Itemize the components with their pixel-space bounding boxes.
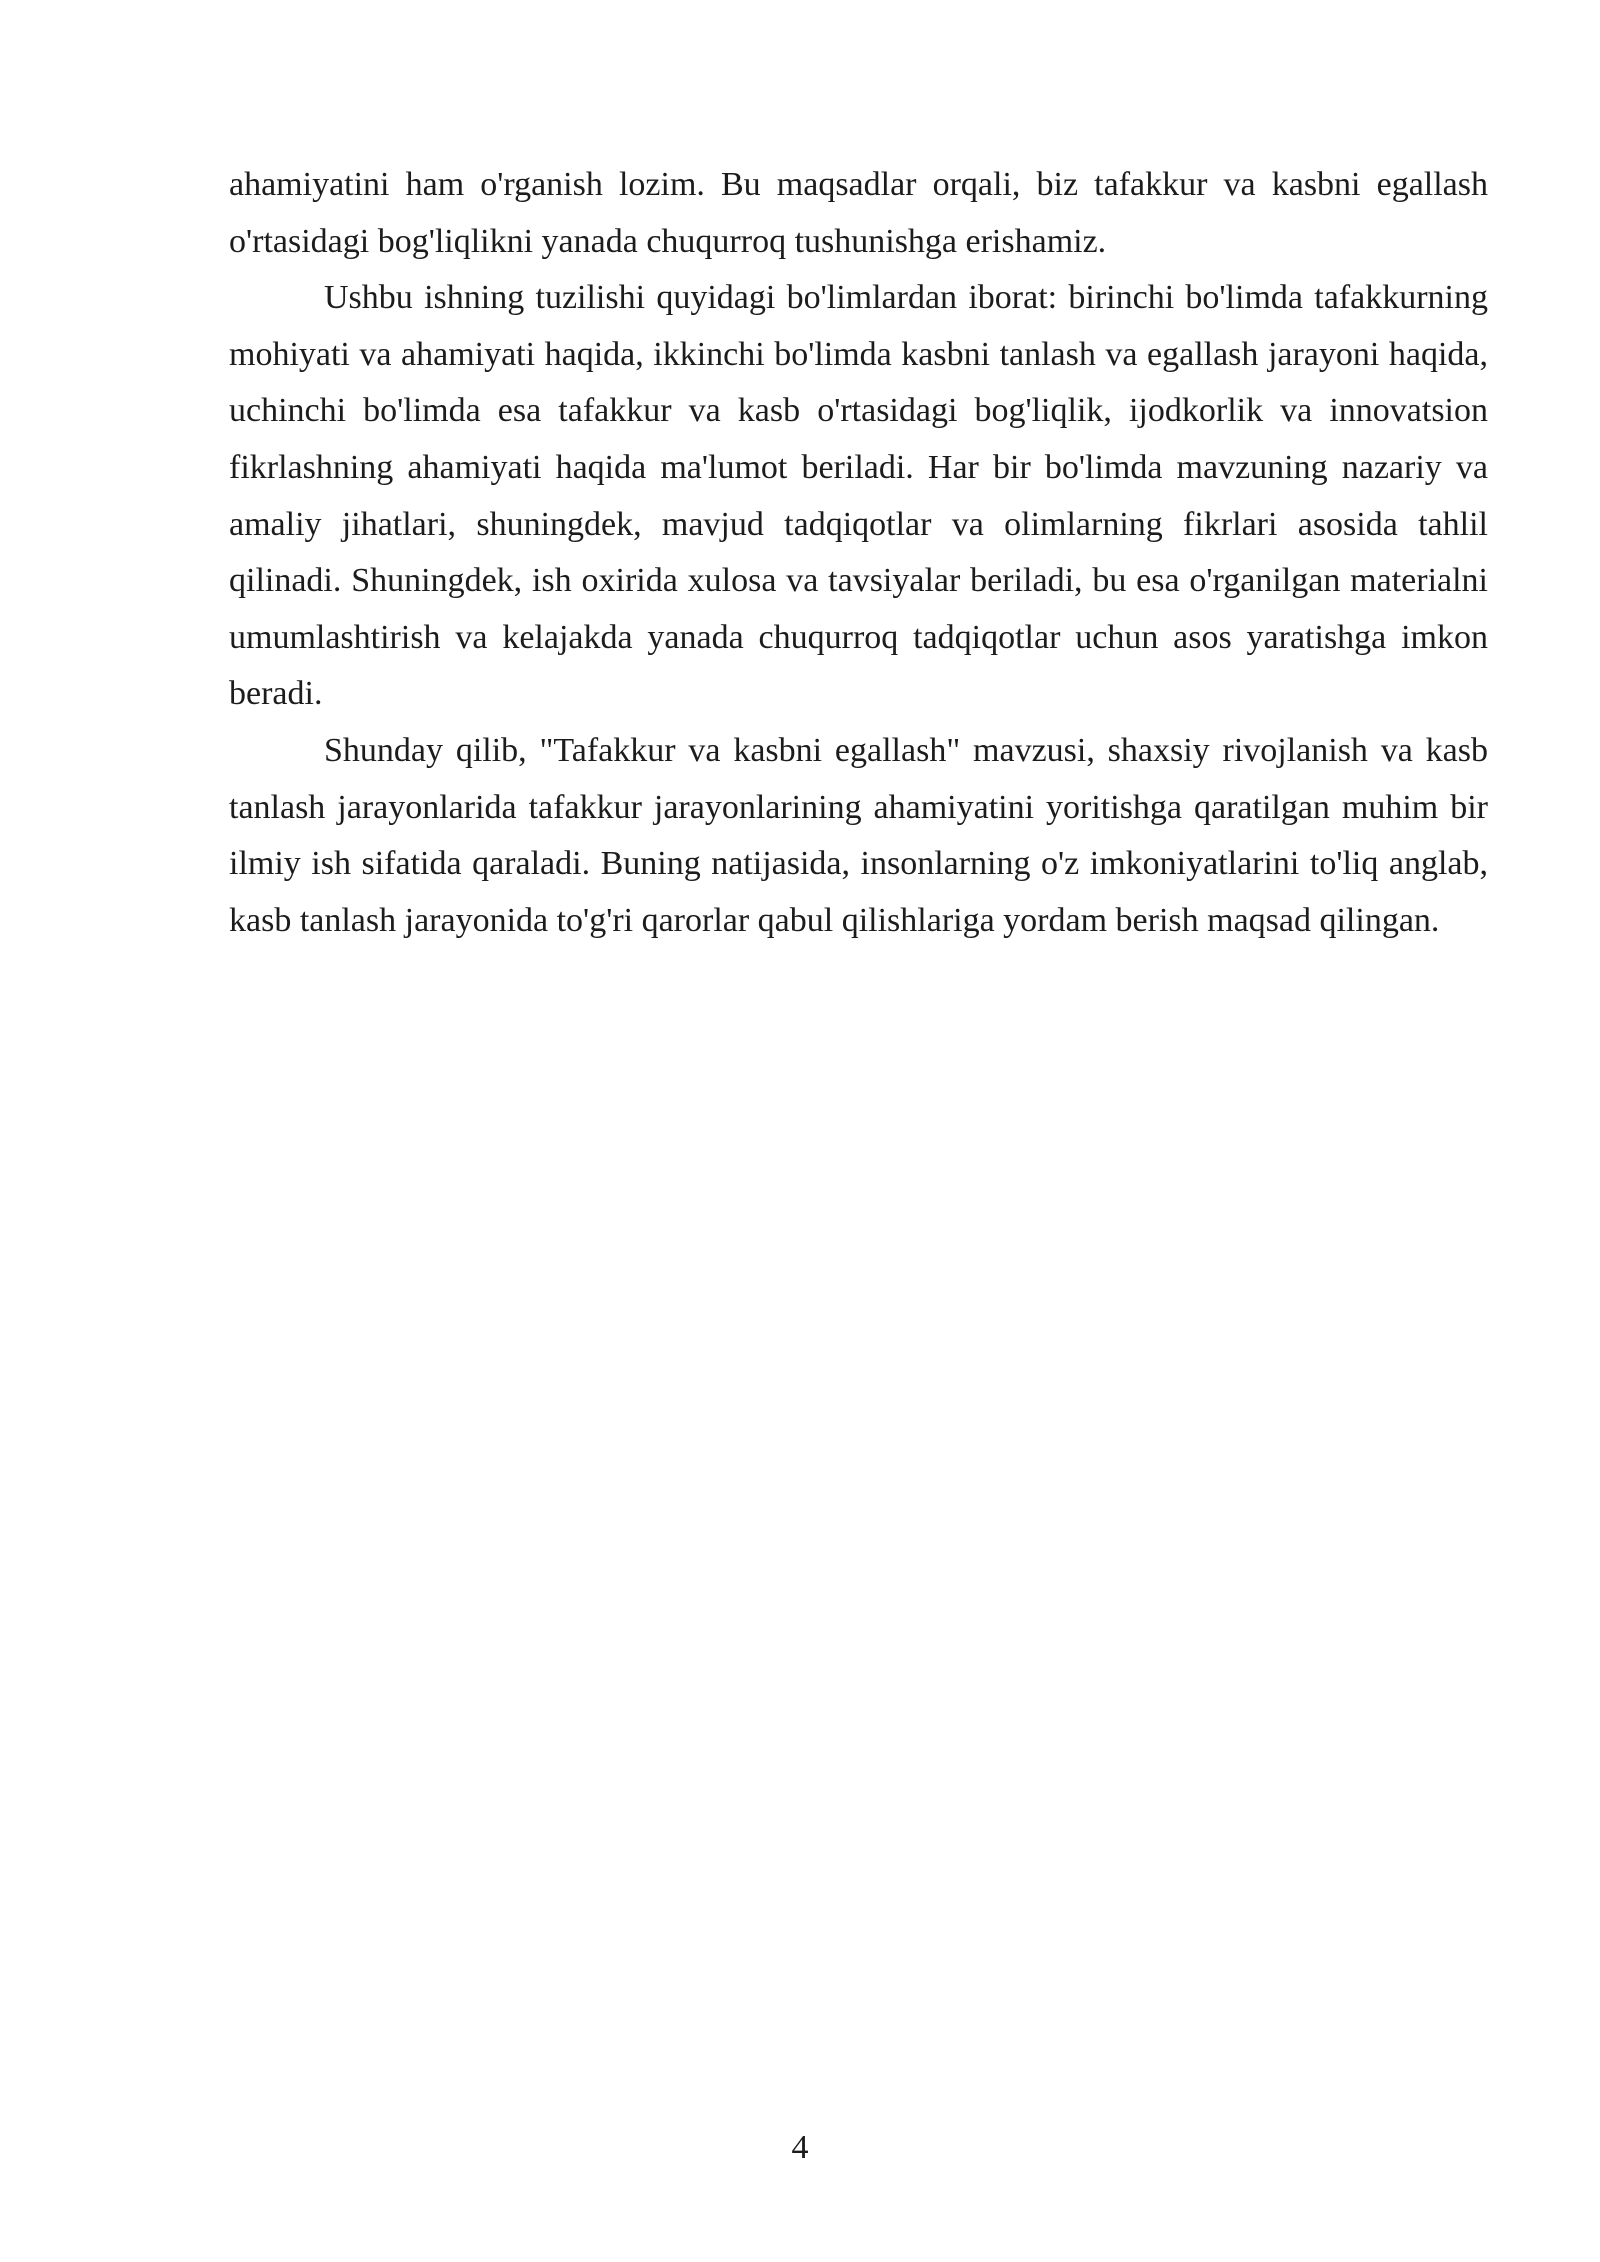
body-text [229, 157, 1488, 949]
paragraph-conclusion: Shunday qilib, "Tafakkur va kasbni egallash" mavzusi, shaxsiy rivojlanish va kasb tanlash jarayonlarida tafakkur jarayonlarining ahamiyatini yoritishga qaratilgan muhim bir ilmiy ish sifatida qaraladi. Buning natijasida, insonlarning o'z imkoniyatlarini to'liq anglab, kasb tanlash jarayonida to'g'ri qarorlar qabul qilishlariga yordam berish maqsad qilingan. [229, 731, 1488, 939]
page-number: 4 [791, 2129, 809, 2166]
paragraph-continuation: ahamiyatini ham o'rganish lozim. Bu maqsadlar orqali, biz tafakkur va kasbni egallash o'rtasidagi bog'liqlikni yanada chuqurroq tushunishga erishamiz. [229, 166, 1488, 260]
paragraph-structure: Ushbu ishning tuzilishi quyidagi bo'limlardan iborat: birinchi bo'limda tafakkurning mohiyati va ahamiyati haqida, ikkinchi bo'limda kasbni tanlash va egallash jarayoni haqida, uchinchi bo'limda esa tafakkur va kasb o'rtasidagi bog'liqlik, ijodkorlik va innovatsion fikrlashning ahamiyati haqida ma'lumot beriladi. Har bir bo'limda mavzuning nazariy va amaliy jihatlari, shuningdek, mavjud tadqiqotlar va olimlarning fikrlari asosida tahlil qilinadi. Shuningdek, ish oxirida xulosa va tavsiyalar beriladi, bu esa o'rganilgan materialni umumlashtirish va kelajakda yanada chuqurroq tadqiqotlar uchun asos yaratishga imkon beradi. [229, 279, 1488, 713]
